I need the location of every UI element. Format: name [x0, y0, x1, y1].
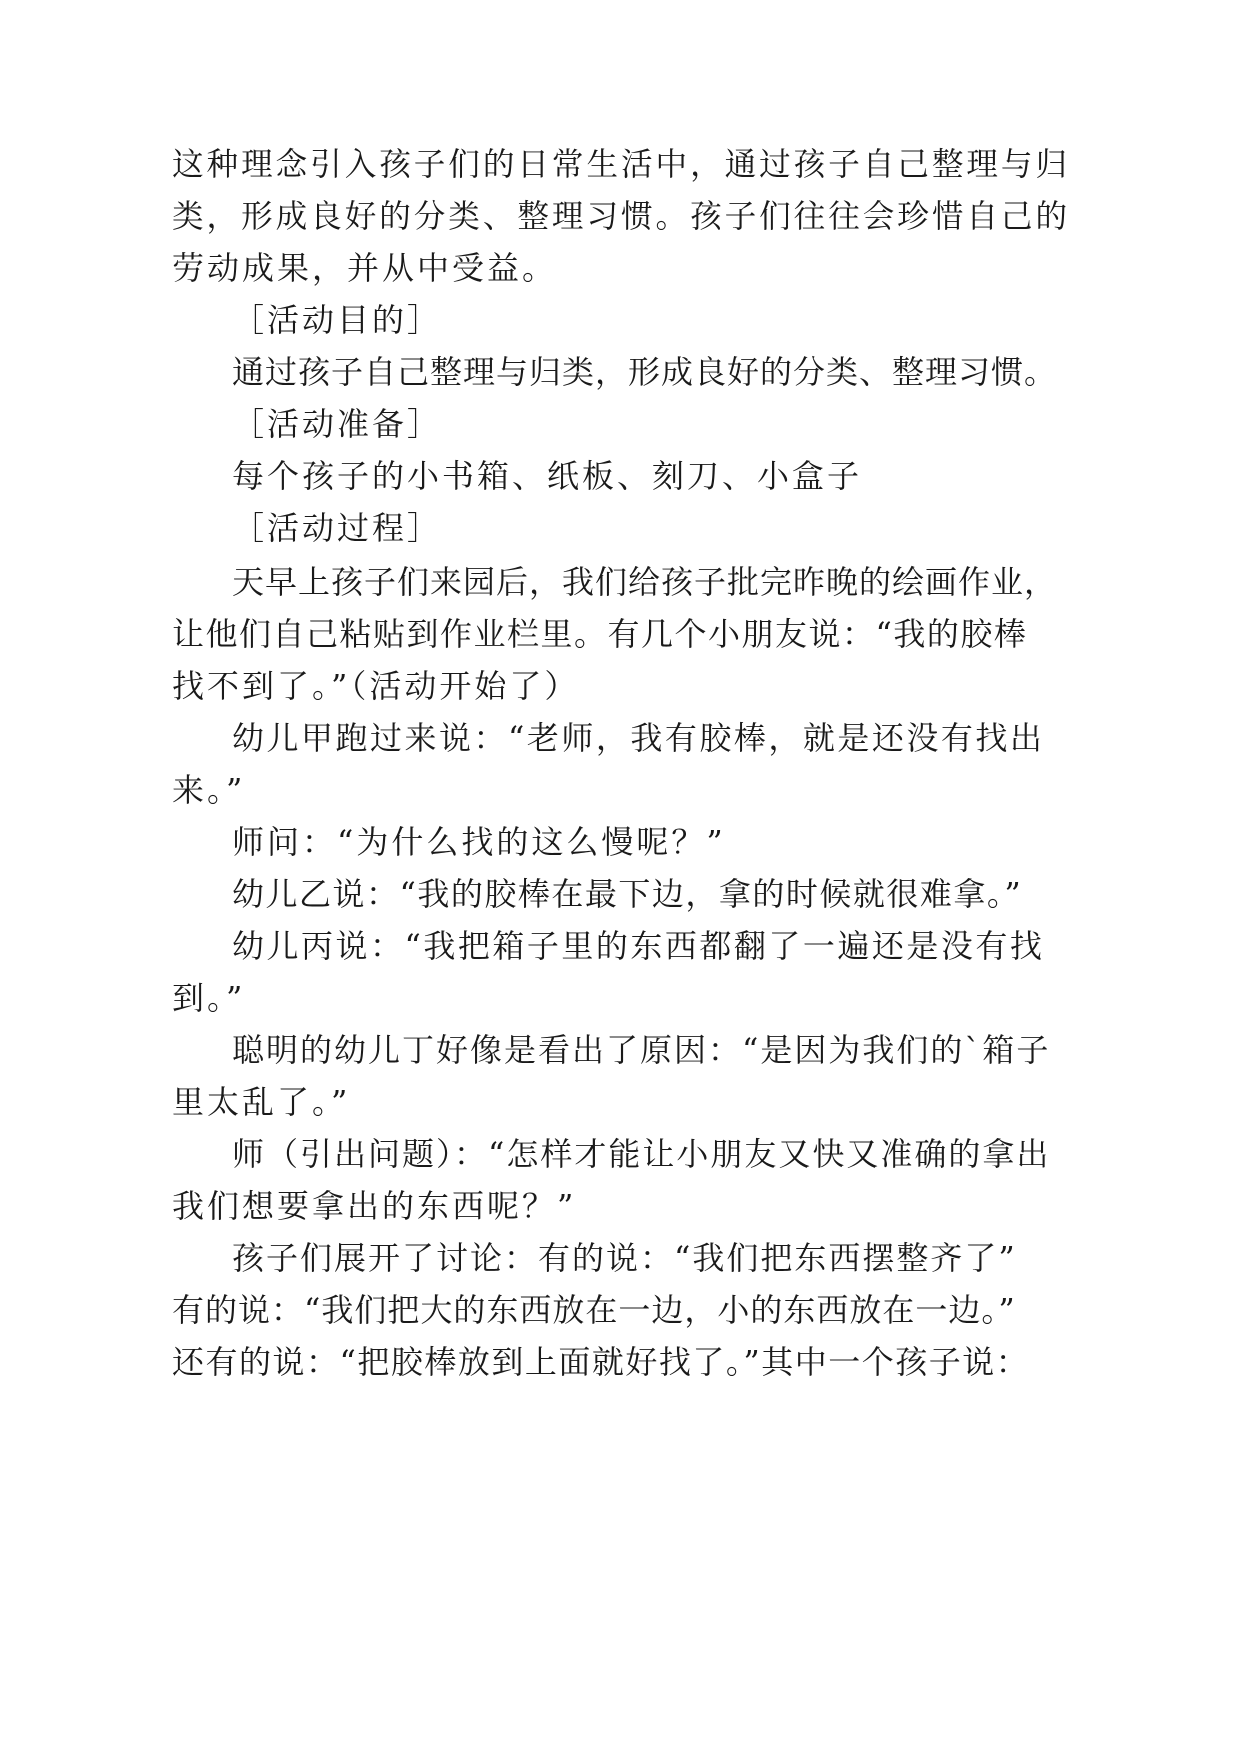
text-line: 我们想要拿出的东西呢？” — [172, 1187, 577, 1225]
text-line: 来。” — [172, 771, 246, 809]
text-line: 聪明的幼儿丁好像是看出了原因：“是因为我们的`箱子 — [232, 1031, 1051, 1069]
text-line: 里太乱了。” — [172, 1083, 351, 1121]
text-line: 师问：“为什么找的这么慢呢？” — [232, 823, 726, 861]
text-line: 让他们自己粘贴到作业栏里。有几个小朋友说：“我的胶棒 — [172, 615, 1028, 653]
text-line: 幼儿甲跑过来说：“老师，我有胶棒，就是还没有找出 — [232, 719, 1045, 757]
text-line: 找不到了。”（活动开始了） — [172, 667, 580, 705]
section-heading: ［活动目的］ — [232, 301, 443, 339]
section-heading: ［活动过程］ — [232, 509, 443, 547]
text-line: 这种理念引入孩子们的日常生活中，通过孩子自己整理与归 — [172, 145, 1071, 183]
text-line: 通过孩子自己整理与归类，形成良好的分类、整理习惯。 — [232, 353, 1058, 391]
text-line: 幼儿丙说：“我把箱子里的东西都翻了一遍还是没有找 — [232, 927, 1045, 965]
text-line: 每个孩子的小书箱、纸板、刻刀、小盒子 — [232, 457, 863, 495]
text-line: 劳动成果，并从中受益。 — [172, 249, 558, 287]
text-line: 孩子们展开了讨论：有的说：“我们把东西摆整齐了” — [232, 1239, 1017, 1277]
text-line: 师（引出问题）：“怎样才能让小朋友又快又准确的拿出 — [232, 1135, 1051, 1173]
text-line: 有的说：“我们把大的东西放在一边，小的东西放在一边。” — [172, 1291, 1016, 1329]
section-heading: ［活动准备］ — [232, 405, 443, 443]
text-line: 类，形成良好的分类、整理习惯。孩子们往往会珍惜自己的 — [172, 197, 1071, 235]
text-line: 天早上孩子们来园后，我们给孩子批完昨晚的绘画作业， — [232, 563, 1058, 601]
text-line: 幼儿乙说：“我的胶棒在最下边，拿的时候就很难拿。” — [232, 875, 1023, 913]
text-line: 还有的说：“把胶棒放到上面就好找了。”其中一个孩子说： — [172, 1343, 1030, 1381]
text-line: 到。” — [172, 979, 246, 1017]
